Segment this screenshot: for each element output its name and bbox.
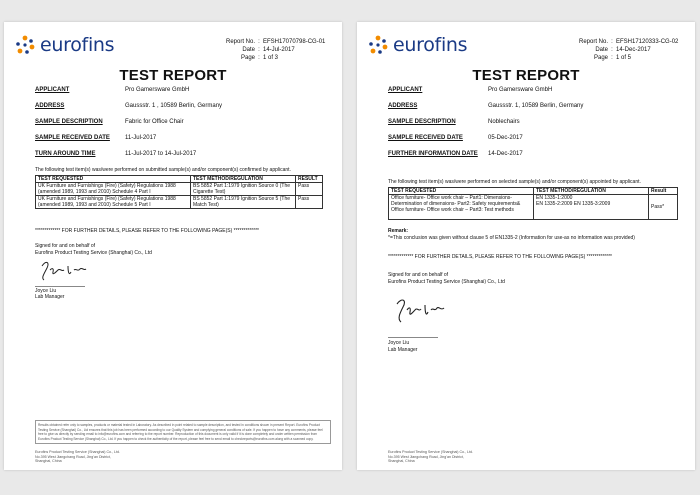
table-cell: Pass [296, 183, 323, 196]
signer-name: Joyce Liu [388, 340, 410, 346]
signed-text: Signed for and on behalf of [388, 272, 449, 278]
field-address: ADDRESS Gaussstr. 1 , 10589 Berlin, Germany [35, 103, 223, 109]
report-no-value: EFSH17070798-CG-01 [263, 39, 326, 45]
report-no-label: Report No. [578, 39, 608, 45]
results-table [35, 175, 323, 209]
signer-name: Joyce Liu [35, 288, 57, 294]
column-header: TEST REQUESTED [389, 188, 534, 195]
table-row [389, 195, 678, 220]
report-meta: Report No. : EFSH17070798-CG-01 Date : 14-Jul-2017 Page : 1 of 3 [217, 38, 325, 62]
further-details: ************* FOR FURTHER DETAILS, PLEASE REFER TO THE FOLLOWING PAGE(S) ************* [35, 228, 259, 234]
field-sample-received: SAMPLE RECEIVED DATE 11-Jul-2017 [35, 135, 157, 141]
column-header: TEST METHOD/REGULATION [534, 188, 649, 195]
report-page-2 [357, 22, 695, 470]
field-address: ADDRESS Gaussstr. 1, 10589 Berlin, Germany [388, 103, 584, 109]
eurofins-logo [14, 34, 114, 56]
field-sample-description: SAMPLE DESCRIPTION Fabric for Office Chair [35, 119, 184, 125]
table-cell: EN 1335-1:2000 EN 1335-2:2009 EN 1335-3:2009 [534, 195, 649, 220]
lab-name: Eurofins Product Testing Service (Shanghai) Co., Ltd [388, 279, 505, 285]
eurofins-dots-icon [367, 34, 389, 56]
table-row [36, 196, 323, 209]
signer-title: Lab Manager [35, 294, 65, 300]
signed-text: Signed for and on behalf of [35, 243, 96, 249]
table-cell: Pass* [649, 195, 678, 220]
table-header-row [389, 188, 678, 195]
disclaimer: Results obtained refer only to samples, products or material tested in Laboratory. As described in point related to sample description, and tested in conditions shown in present Report. Eurofins Product Testing Service (Shanghai) Co., Ltd ensures that this job has been performed according to our Quality System and complying general conditions of sale. If you happen to have any comments, please feel free to give us directly by sending email to info@eurofins.com and referring to the report number. Reproduction of this document is only valid if it is done completely and under written permission from Eurofins Product Testing Service (Shanghai) Co., Ltd. If you happen to check the authenticity of the report, please feel free to send email to checkreports@eurofins.com along with a scanned copy. [35, 420, 331, 444]
table-cell: Office furniture- Office work chair – Part1: Dimensions- Determination of dimensions- Part2: Safety requirements& Office furniture- Office work chair – Part3: Test methods [389, 195, 534, 220]
page-value: 1 of 5 [616, 55, 632, 61]
table-row [36, 183, 323, 196]
table-cell: BS 5852 Part 1:1979 Ignition Source 5 (The Match Test) [191, 196, 296, 209]
intro-text: The following test item(s) was/were performed on selected sample(s) and/or component(s) appointed by applicant. [388, 179, 641, 185]
lab-name: Eurofins Product Testing Service (Shanghai) Co., Ltd [35, 250, 152, 256]
date-value: 14-Dec-2017 [616, 47, 651, 53]
page-value: 1 of 3 [263, 55, 279, 61]
table-cell: BS 5852 Part 1:1979 Ignition Source 0 (The Cigarette Test) [191, 183, 296, 196]
column-header: Result [649, 188, 678, 195]
field-applicant: APPLICANT Pro Gamersware GmbH [35, 87, 190, 93]
field-sample-description: SAMPLE DESCRIPTION Noblechairs [388, 119, 520, 125]
field-sample-received: SAMPLE RECEIVED DATE 05-Dec-2017 [388, 135, 523, 141]
table-cell: Pass [296, 196, 323, 209]
signer-title: Lab Manager [388, 347, 418, 353]
signature-icon [393, 294, 457, 328]
logo-wordmark: eurofins [393, 34, 468, 56]
table-cell: UK Furniture and Furnishings (Fire) (Safety) Regulations 1988 (amended 1989, 1993 and 2010) Schedule 5 Part I [36, 196, 191, 209]
column-header: TEST REQUESTED [36, 176, 191, 183]
logo-wordmark: eurofins [40, 34, 115, 56]
page-label: Page [240, 55, 255, 61]
column-header: RESULT [296, 176, 323, 183]
eurofins-dots-icon [14, 34, 36, 56]
footer-address: Eurofins Product Testing Service (Shanghai) Co., Ltd. No.395 West Jiangchang Road, Jing'an District, Shanghai, China [388, 450, 474, 464]
date-label: Date [242, 47, 255, 53]
field-turnaround: TURN AROUND TIME 11-Jul-2017 to 14-Jul-2017 [35, 151, 197, 157]
eurofins-logo [367, 34, 467, 56]
remark-text: *=This conclusion was given without clause 5 of EN1335-2 (Information for use-as no information was provided) [388, 235, 635, 241]
page-label: Page [593, 55, 608, 61]
date-label: Date [595, 47, 608, 53]
field-applicant: APPLICANT Pro Gamersware GmbH [388, 87, 553, 93]
signature-icon [38, 258, 98, 284]
report-no-value: EFSH17120333-CG-02 [616, 39, 679, 45]
results-table [388, 187, 678, 220]
intro-text: The following test item(s) was/were performed on submitted sample(s) and/or component(s) confirmed by applicant. [35, 167, 291, 173]
field-further-info-date: FURTHER INFORMATION DATE 14-Dec-2017 [388, 151, 523, 157]
remark-label: Remark: [388, 228, 409, 234]
table-header-row [36, 176, 323, 183]
report-meta: Report No. : EFSH17120333-CG-02 Date : 14-Dec-2017 Page : 1 of 5 [570, 38, 678, 62]
report-page-1 [4, 22, 342, 470]
report-title: TEST REPORT [472, 67, 580, 84]
further-details: ************* FOR FURTHER DETAILS, PLEASE REFER TO THE FOLLOWING PAGE(S) ************* [388, 254, 612, 260]
report-title: TEST REPORT [119, 67, 227, 84]
date-value: 14-Jul-2017 [263, 47, 295, 53]
table-cell: UK Furniture and Furnishings (Fire) (Safety) Regulations 1988 (amended 1989, 1993 and 2010) Schedule 4 Part I [36, 183, 191, 196]
column-header: TEST METHOD/REGULATION [191, 176, 296, 183]
footer-address: Eurofins Product Testing Service (Shanghai) Co., Ltd. No.395 West Jiangchang Road, Jing'an District, Shanghai, China [35, 450, 121, 464]
report-no-label: Report No. [225, 39, 255, 45]
